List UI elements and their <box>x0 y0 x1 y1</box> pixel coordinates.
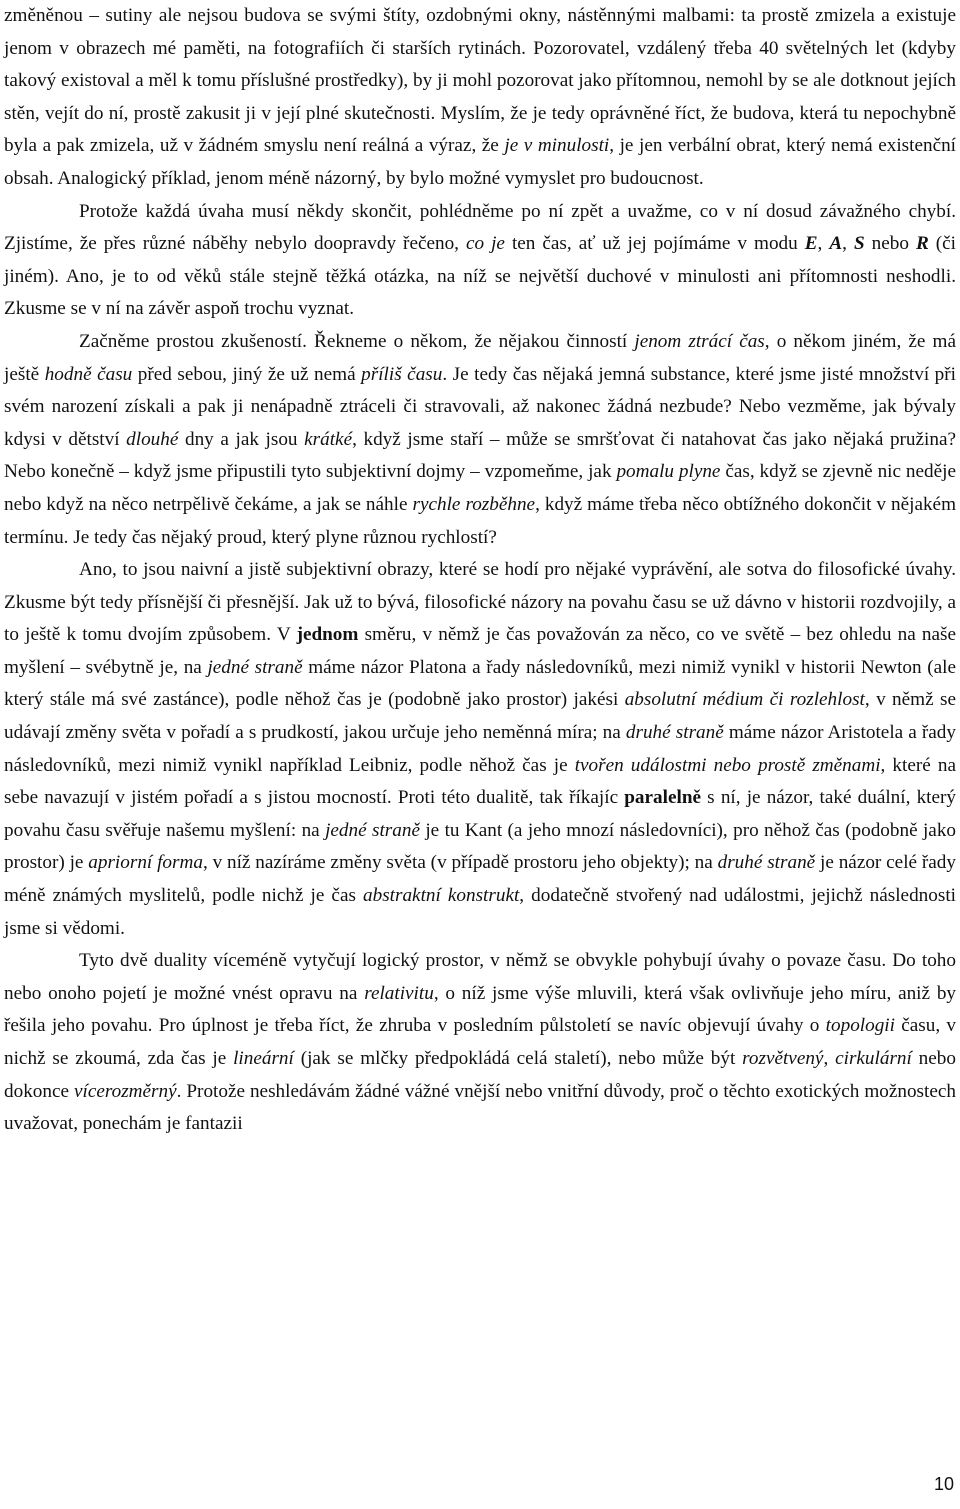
text-segment: rozvětvený <box>742 1048 824 1069</box>
text-segment: tvořen událostmi nebo prostě změnami <box>574 754 881 776</box>
text-segment: jenom ztrácí čas <box>634 330 765 352</box>
text-segment: , v němž se udávají změny světa v pořadí a s prudkostí, jakou určuje jeho neměnná míra; na <box>4 689 956 744</box>
text-segment: E <box>804 233 818 255</box>
text-segment: krátké <box>304 428 353 450</box>
text-segment: R <box>915 233 929 255</box>
text-segment: jednom <box>296 624 359 646</box>
text-segment: , když máme třeba něco obtížného dokončit v nějakém termínu. Je tedy čas nějaký proud, který plyne různou rychlostí? <box>4 493 956 548</box>
text-segment: , které na sebe navazují v jistém pořadí a s jistou mocností. Proti této dualitě, tak říkajíc <box>4 754 956 809</box>
text-segment: abstraktní konstrukt <box>363 885 520 907</box>
text-segment: jedné straně <box>207 656 303 678</box>
text-segment: , o níž jsme výše mluvili, která však ovlivňuje jeho míru, aniž by řešila jeho povahu. Pro úplnost je třeba říct, že zhruba v posledním půlstoletí se navíc objevují úvahy o <box>4 982 957 1037</box>
text-segment: apriorní forma <box>88 852 203 874</box>
text-segment: , když jsme staří – může se smršťovat či natahovat čas jako nějaká pružina? Nebo konečně – když jsme připustili tyto subjektivní dojmy – vzpomeňme, jak <box>4 428 957 483</box>
text-segment: , v níž nazíráme změny světa (v případě prostoru jeho objekty); na <box>202 852 718 874</box>
text-segment: , <box>842 233 854 255</box>
text-segment: čas, když se zjevně nic neděje nebo když na něco netrpělivě čekáme, a jak se náhle <box>4 461 956 515</box>
text-segment: Začněme prostou zkušeností. Řekneme o někom, že nějakou činností <box>79 330 635 352</box>
text-segment: . Je tedy čas nějaká jemná substance, které jsme jisté množství při svém narození získali a pak ji nenápadně ztráceli či stravovali, až nakonec žádná nezbude? Nebo vezměme, jak bývaly kdysi v dětství <box>4 363 956 450</box>
text-segment: před sebou, jiný že už nemá <box>132 363 362 385</box>
text-segment: (jak se mlčky předpokládá celá staletí), nebo může být <box>293 1048 743 1069</box>
text-segment: Protože každá úvaha musí někdy skončit, pohlédněme po ní zpět a uvažme, co v ní dosud závažného chybí. Zjistíme, že přes různé náběhy nebylo doopravdy řečeno, <box>4 200 956 255</box>
paragraph-1 <box>4 0 956 196</box>
text-segment: druhé straně <box>717 852 816 874</box>
text-segment: , <box>817 233 830 255</box>
paragraph-5 <box>4 945 956 1141</box>
page-number: 10 <box>933 1474 954 1494</box>
text-segment: S <box>853 233 865 255</box>
text-segment: dny a jak jsou <box>178 428 305 450</box>
paragraph-2 <box>4 196 956 326</box>
text-segment: ten čas, ať už jej pojímáme v modu <box>504 233 805 255</box>
text-segment: času, v nichž se zkoumá, zda čas je <box>4 1015 957 1069</box>
text-segment: A <box>829 233 843 255</box>
text-segment: , dodatečně stvořený nad událostmi, jejichž následnosti jsme si vědomi. <box>4 885 956 939</box>
text-segment: nebo <box>864 233 916 255</box>
text-segment: absolutní médium či rozlehlost <box>624 689 865 711</box>
text-segment: , je jen verbální obrat, který nemá existenční obsah. Analogický příklad, jenom méně názorný, by bylo možné vymyslet pro budoucnost. <box>4 135 957 189</box>
text-segment: máme názor Aristotela a řady následovníků, mezi nimiž vynikl například Leibniz, podle něhož čas je <box>4 722 956 776</box>
text-segment: máme názor Platona a řady následovníků, mezi nimiž vynikl v historii Newton (ale který stále má své zastánce), podle něhož čas je (podobně jako prostor) jakési <box>4 656 956 711</box>
text-segment: vícerozměrný <box>73 1080 177 1102</box>
text-segment: s ní, je názor, také duální, který povahu času svěřuje našemu myšlení: na <box>4 787 956 841</box>
text-segment: nebo dokonce <box>4 1048 956 1102</box>
text-segment: . Protože neshledávám žádné vážné vnější nebo vnitřní důvody, proč o těchto exotických možnostech uvažovat, ponechám je fantazii <box>4 1080 956 1135</box>
text-segment: změněnou – sutiny ale nejsou budova se svými štíty, ozdobnými okny, nástěnnými malbami: ta prostě zmizela a existuje jenom v obrazech mé paměti, na fotografiích či starších rytinách. Pozorovatel, vzdálený třeba 40 světelných let (kdyby takový existoval a měl k tomu příslušné prostředky), by ji mohl pozorovat jako přítomnou, nemohl by se ale dotknout jejích stěn, vejít do ní, prostě zakusit ji v její plné skutečnosti. Myslím, že je tedy oprávněné říct, že budova, která tu nepochybně byla a pak zmizela, už v žádném smyslu není reálná a výraz, že <box>4 5 956 157</box>
text-segment: rychle rozběhne <box>412 493 536 515</box>
text-segment: topologii <box>825 1015 895 1037</box>
text-segment: dlouhé <box>126 428 179 450</box>
document-page <box>4 0 956 1141</box>
text-segment: co je <box>465 233 505 255</box>
paragraph-3 <box>4 326 956 554</box>
text-segment: příliš času <box>361 363 443 385</box>
text-segment: pomalu plyne <box>616 461 721 483</box>
paragraph-4 <box>4 554 956 945</box>
text-segment: , <box>823 1048 836 1069</box>
text-segment: Ano, to jsou naivní a jistě subjektivní obrazy, které se hodí pro nějaké vyprávění, ale sotva do filosofické úvahy. Zkusme být tedy přísnější či přesnější. Jak už to bývá, filosofické názory na povahu času se už dávno v historii rozdvojily, a to ještě k tomu dvojím způsobem. V <box>4 559 956 646</box>
text-segment: relativitu <box>364 982 434 1004</box>
text-segment: je v minulosti <box>504 135 610 157</box>
text-segment: druhé straně <box>625 722 724 744</box>
text-segment: je tu Kant (a jeho mnozí následovníci), pro něhož čas (podobně jako prostor) je <box>4 819 957 874</box>
text-segment: jedné straně <box>325 819 420 841</box>
text-segment: hodně času <box>44 363 133 385</box>
text-segment: paralelně <box>624 787 702 809</box>
text-segment: (či jiném). Ano, je to od věků stále stejně těžká otázka, na níž se největší duchové v minulosti ani přítomnosti neshodli. Zkusme se v ní na závěr aspoň trochu vyznat. <box>4 233 956 320</box>
text-segment: , o někom jiném, že má ještě <box>4 330 956 385</box>
text-segment: cirkulární <box>835 1048 912 1069</box>
text-segment: je názor celé řady méně známých myslitelů, podle nichž je čas <box>4 852 956 907</box>
text-segment: směru, v němž je čas považován za něco, co ve světě – bez ohledu na naše myšlení – svébytně je, na <box>4 624 957 678</box>
text-segment: lineární <box>233 1048 294 1069</box>
text-segment: Tyto dvě duality víceméně vytyčují logický prostor, v němž se obvykle pohybují úvahy o povaze času. Do toho nebo onoho pojetí je možné vnést opravu na <box>4 950 956 1004</box>
